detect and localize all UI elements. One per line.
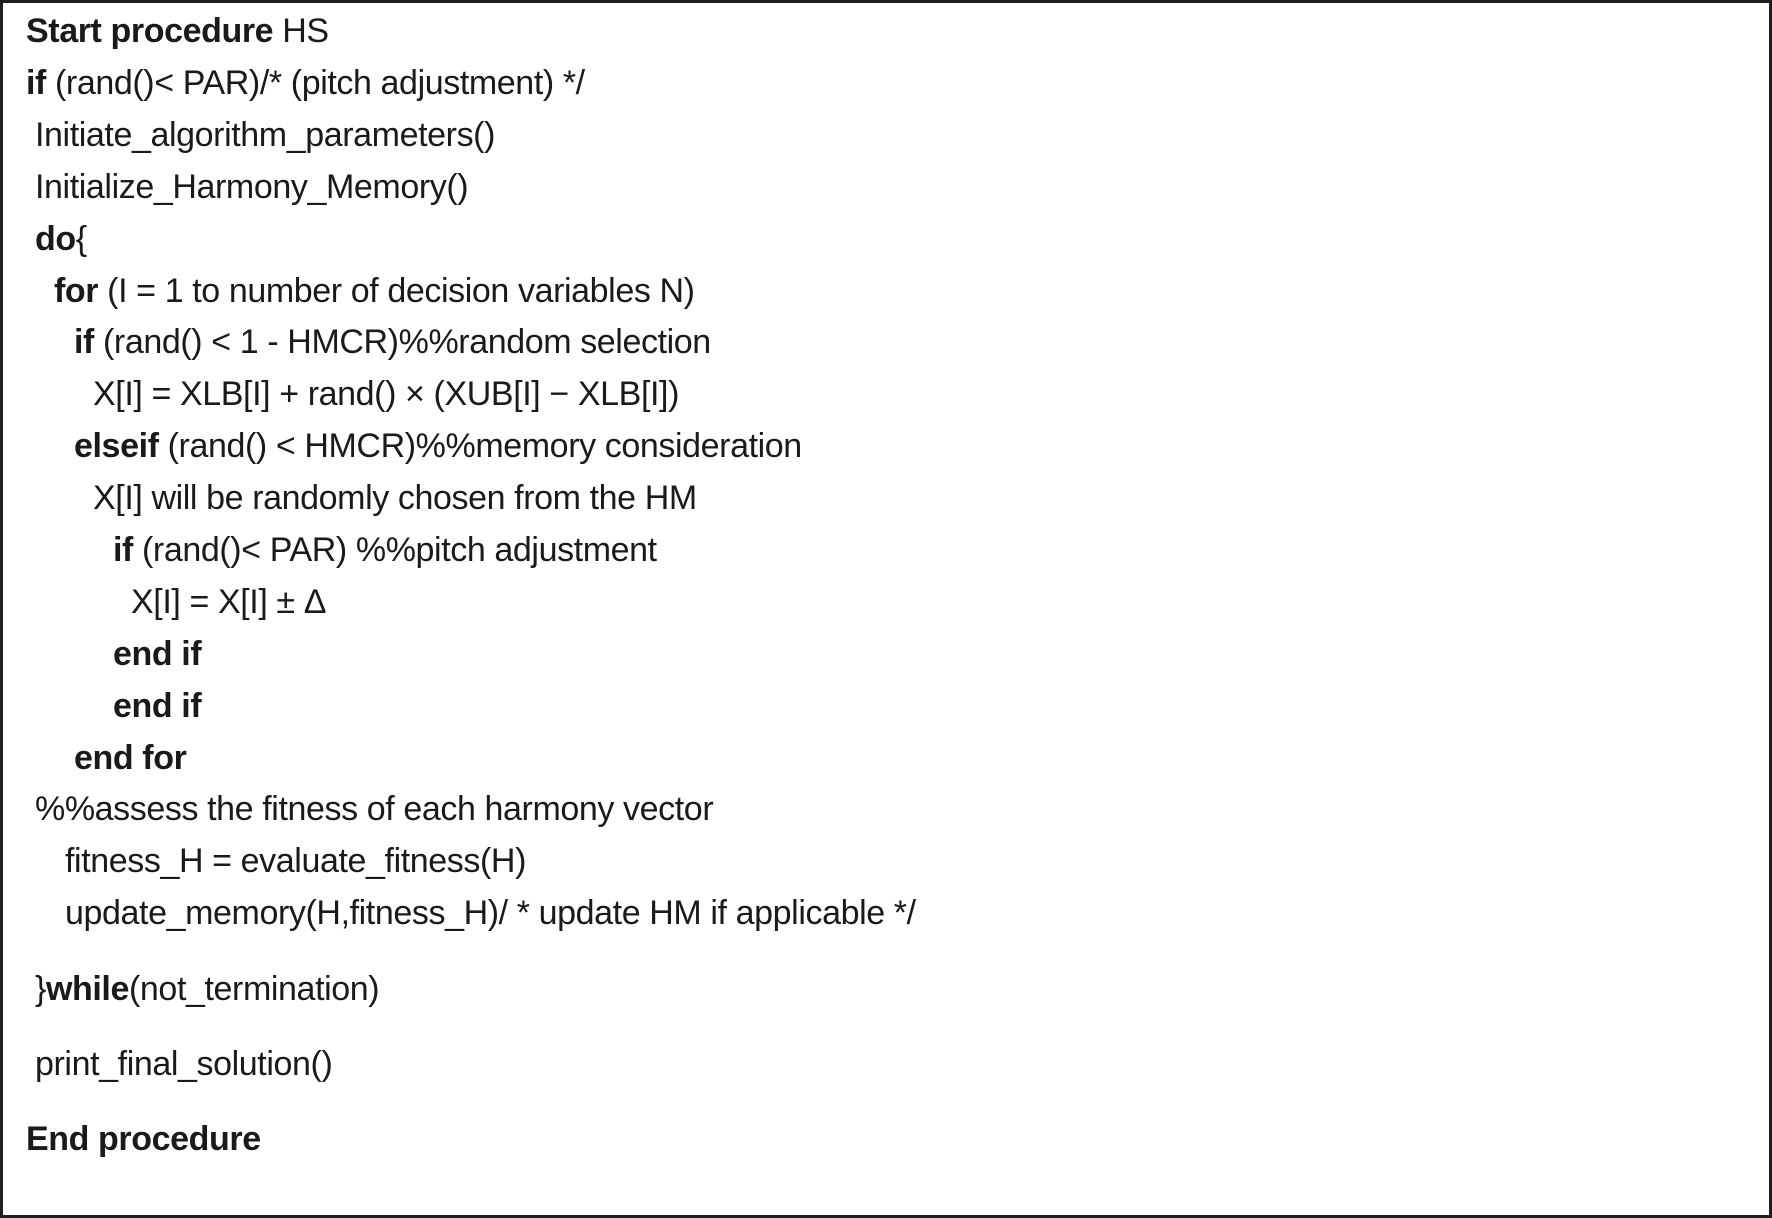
keyword: Start procedure — [26, 12, 274, 50]
code-text: Initialize_Harmony_Memory() — [35, 168, 469, 206]
code-line — [93, 374, 679, 414]
keyword: if — [113, 531, 133, 569]
code-text: HS — [273, 12, 329, 50]
keyword: for — [54, 272, 99, 310]
keyword: if — [74, 323, 94, 361]
keyword: while — [45, 970, 129, 1008]
code-text: Initiate_algorithm_parameters() — [35, 116, 496, 154]
code-line — [131, 582, 326, 622]
code-line — [74, 738, 186, 778]
code-text: fitness_H = evaluate_fitness(H) — [65, 842, 526, 880]
code-line — [74, 322, 711, 362]
code-line — [65, 893, 916, 933]
code-line — [35, 969, 379, 1009]
code-line — [65, 841, 526, 881]
code-text: { — [75, 220, 87, 258]
keyword: End procedure — [26, 1120, 261, 1158]
code-line — [54, 271, 695, 311]
keyword: if — [26, 64, 46, 102]
code-line — [35, 115, 495, 155]
code-line — [74, 426, 802, 466]
keyword: end if — [113, 687, 202, 725]
code-text: X[I] will be randomly chosen from the HM — [93, 479, 697, 517]
code-line — [26, 63, 585, 103]
code-text: (rand() < 1 - HMCR)%%random selection — [93, 323, 711, 361]
code-line — [113, 686, 201, 726]
code-line — [26, 1119, 261, 1159]
code-text: (rand()< PAR)/* (pitch adjustment) */ — [45, 64, 585, 102]
code-line — [113, 530, 657, 570]
code-text: } — [35, 970, 46, 1008]
code-line — [93, 478, 697, 518]
keyword: do — [35, 220, 76, 258]
keyword: end for — [74, 739, 187, 777]
code-text: (rand()< PAR) %%pitch adjustment — [132, 531, 657, 569]
code-text: X[I] = X[I] ± Δ — [131, 583, 327, 621]
code-text: update_memory(H,fitness_H)/ * update HM if applicable */ — [65, 894, 916, 932]
code-text: %%assess the fitness of each harmony vector — [35, 790, 714, 828]
code-line — [113, 634, 201, 674]
code-line — [35, 789, 713, 829]
code-text: (I = 1 to number of decision variables N) — [98, 272, 695, 310]
code-line — [26, 11, 329, 51]
code-line — [35, 219, 87, 259]
code-text: (not_termination) — [129, 970, 380, 1008]
code-text: print_final_solution() — [35, 1045, 333, 1083]
keyword: end if — [113, 635, 202, 673]
code-text: (rand() < HMCR)%%memory consideration — [158, 427, 802, 465]
code-line — [35, 1044, 332, 1084]
code-text: X[I] = XLB[I] + rand() × (XUB[I] − XLB[I]) — [93, 375, 680, 413]
keyword: elseif — [74, 427, 159, 465]
code-line — [35, 167, 468, 207]
